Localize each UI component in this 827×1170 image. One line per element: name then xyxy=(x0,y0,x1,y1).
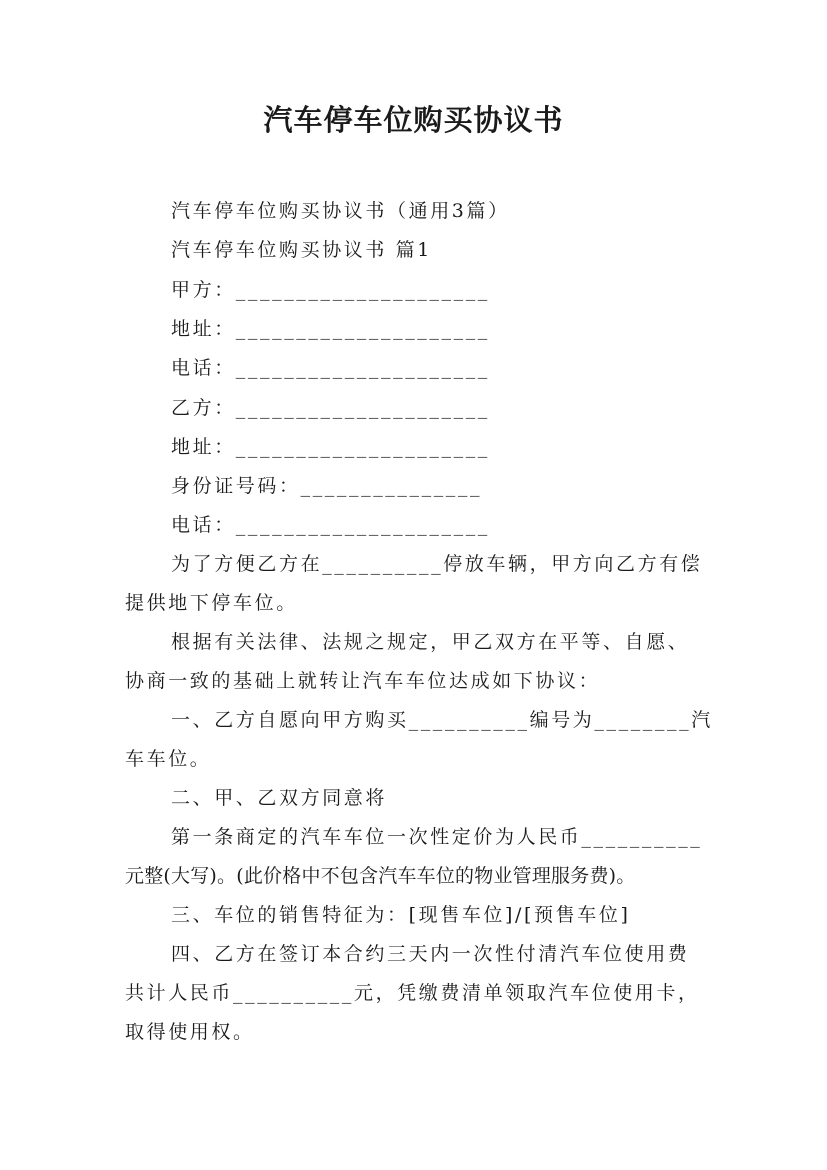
clause-3-line: 三、车位的销售特征为：[现售车位]/[预售车位] xyxy=(171,904,631,926)
party-b-address-field: 地址：_____________________ xyxy=(171,436,490,458)
clause-1-line: 车车位。 xyxy=(125,748,212,770)
clause-4-line: 共计人民币__________元，凭缴费清单领取汽车位使用卡， xyxy=(125,982,700,1004)
clause-4-line: 四、乙方在签订本合约三天内一次性付清汽车位使用费 xyxy=(171,943,690,965)
clause-2-line: 第一条商定的汽车车位一次性定价为人民币__________ xyxy=(171,826,703,848)
party-a-phone-field: 电话：_____________________ xyxy=(171,357,490,379)
party-b-phone-field: 电话：_____________________ xyxy=(171,514,490,536)
section-heading: 汽车停车位购买协议书 篇1 xyxy=(171,239,432,261)
party-b-id-field: 身份证号码：_______________ xyxy=(171,475,483,497)
paragraph-line: 协商一致的基础上就转让汽车车位达成如下协议： xyxy=(125,670,601,692)
paragraph-line: 提供地下停车位。 xyxy=(125,592,298,614)
document-title: 汽车停车位购买协议书 xyxy=(263,103,564,137)
party-a-address-field: 地址：_____________________ xyxy=(171,318,490,340)
collection-heading: 汽车停车位购买协议书（通用3篇） xyxy=(171,200,510,222)
clause-1-line: 一、乙方自愿向甲方购买__________编号为________汽 xyxy=(171,709,713,731)
clause-4-line: 取得使用权。 xyxy=(125,1021,255,1043)
clause-2-line: 二、甲、乙双方同意将 xyxy=(171,787,388,809)
paragraph-line: 为了方便乙方在__________停放车辆，甲方向乙方有偿 xyxy=(171,553,703,575)
paragraph-line: 根据有关法律、法规之规定，甲乙双方在平等、自愿、 xyxy=(171,631,690,653)
clause-2-line: 元整(大写)。(此价格中不包含汽车车位的物业管理服务费)。 xyxy=(125,865,636,887)
party-b-field: 乙方：_____________________ xyxy=(171,397,490,419)
party-a-field: 甲方：_____________________ xyxy=(171,279,490,301)
